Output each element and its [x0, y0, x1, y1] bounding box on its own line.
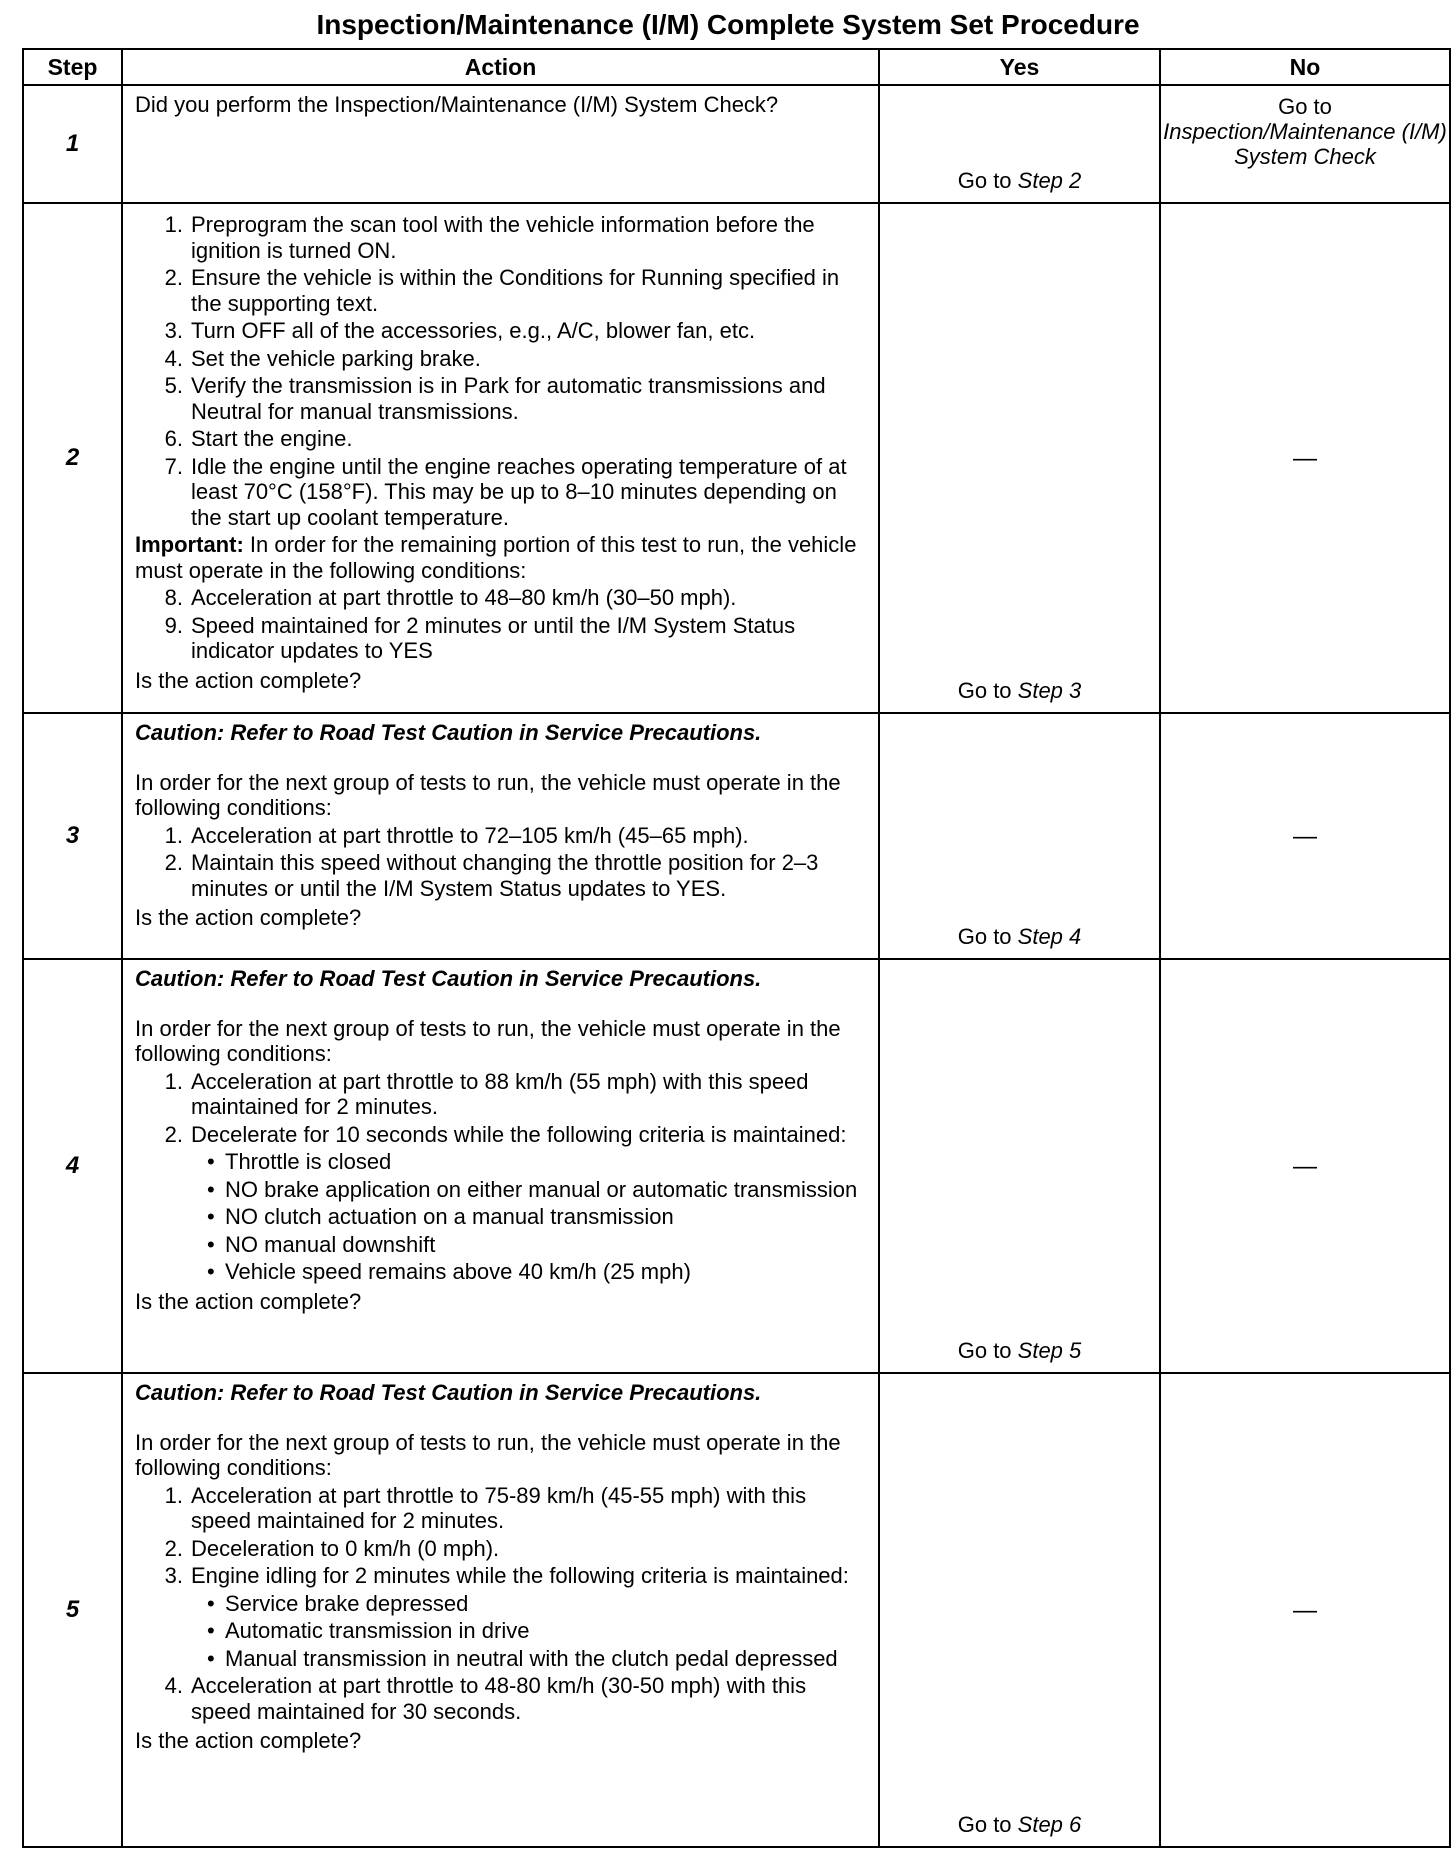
- list-item: 2. Ensure the vehicle is within the Conditions for Running specified in the supporting text.: [164, 265, 840, 316]
- action-cell: [122, 713, 879, 959]
- yes-cell: [879, 203, 1160, 713]
- yes-prefix: Go to: [957, 924, 1018, 949]
- yes-cell: [879, 713, 1160, 959]
- action-question: Is the action complete?: [135, 1288, 362, 1314]
- step-number: 3: [23, 713, 122, 959]
- action-question: Did you perform the Inspection/Maintenance (I/M) System Check?: [135, 92, 779, 117]
- action-cell: [122, 959, 879, 1373]
- yes-step-link[interactable]: Step 5: [1017, 1338, 1082, 1363]
- action-question: Is the action complete?: [135, 667, 362, 693]
- no-prefix: Go to: [1278, 94, 1332, 119]
- intro-text: In order for the next group of tests to run, the vehicle must operate in the following conditions:: [135, 1015, 841, 1066]
- no-link[interactable]: Inspection/Maintenance (I/M) System Check: [1163, 119, 1447, 169]
- action-list: [135, 212, 870, 530]
- header-no: No: [1160, 49, 1450, 85]
- header-action: Action: [122, 49, 879, 85]
- yes-cell: [879, 1373, 1160, 1847]
- intro-text: In order for the next group of tests to run, the vehicle must operate in the following conditions:: [135, 769, 841, 820]
- header-step: Step: [23, 49, 122, 85]
- list-item: 1. Acceleration at part throttle to 72–105 km/h (45–65 mph).: [164, 822, 749, 848]
- no-dash: —: [1293, 444, 1317, 472]
- bullet-item: • Throttle is closed: [191, 1149, 870, 1175]
- list-item: 1. Preprogram the scan tool with the vehicle information before the ignition is turned ON.: [164, 212, 815, 263]
- table-row-step-1: [23, 85, 1450, 203]
- caution-note: Caution: Refer to Road Test Caution in Service Precautions.: [135, 966, 762, 991]
- yes-step-link[interactable]: Step 3: [1017, 678, 1082, 703]
- action-question: Is the action complete?: [135, 1728, 362, 1753]
- action-cell: [122, 1373, 879, 1847]
- no-cell: [1160, 1373, 1450, 1847]
- table-header-row: [23, 49, 1450, 85]
- no-dash: —: [1293, 822, 1317, 850]
- criteria-list: [191, 1591, 870, 1672]
- no-cell: [1160, 959, 1450, 1373]
- action-list: [135, 1483, 870, 1725]
- table-row-step-4: [23, 959, 1450, 1373]
- yes-prefix: Go to: [957, 1812, 1018, 1837]
- table-row-step-5: [23, 1373, 1450, 1847]
- action-cell: [122, 203, 879, 713]
- criteria-list: [191, 1149, 870, 1285]
- yes-step-link[interactable]: Step 4: [1017, 924, 1082, 949]
- list-item: 2. Decelerate for 10 seconds while the following criteria is maintained: • Throttle is closed • NO brake application on either manual or automatic transmission • NO clutch actuation on a manual transmission • NO manual downshift • Vehicle speed remains above 40 km/h (25 mph): [135, 1122, 870, 1285]
- yes-step-link[interactable]: Step 6: [1017, 1812, 1082, 1837]
- yes-prefix: Go to: [957, 678, 1018, 703]
- list-item: 5. Verify the transmission is in Park for automatic transmissions and Neutral for manual transmissions.: [164, 373, 826, 424]
- table-row-step-3: [23, 713, 1450, 959]
- step-number: 5: [23, 1373, 122, 1847]
- no-cell: [1160, 713, 1450, 959]
- bullet-item: • NO clutch actuation on a manual transmission: [191, 1204, 870, 1230]
- intro-text: In order for the next group of tests to run, the vehicle must operate in the following conditions:: [135, 1429, 841, 1480]
- no-dash: —: [1293, 1152, 1317, 1180]
- list-item: 2. Deceleration to 0 km/h (0 mph).: [164, 1535, 500, 1561]
- bullet-item: • Service brake depressed: [191, 1591, 870, 1617]
- yes-step-link[interactable]: Step 2: [1017, 168, 1082, 193]
- page-title: Inspection/Maintenance (I/M) Complete System Set Procedure: [316, 9, 1140, 40]
- action-cell: [122, 85, 879, 203]
- caution-note: Caution: Refer to Road Test Caution in Service Precautions.: [135, 1380, 762, 1405]
- list-item: 4. Acceleration at part throttle to 48-80 km/h (30-50 mph) with this speed maintained for 30 seconds.: [164, 1673, 807, 1724]
- list-item: 4. Set the vehicle parking brake.: [164, 345, 481, 371]
- important-note: [135, 532, 870, 583]
- list-item: 3. Engine idling for 2 minutes while the following criteria is maintained: • Service brake depressed • Automatic transmission in drive • Manual transmission in neutral with the clutch pedal depressed: [135, 1563, 870, 1671]
- yes-prefix: Go to: [957, 168, 1018, 193]
- yes-prefix: Go to: [957, 1338, 1018, 1363]
- table-row-step-2: [23, 203, 1450, 713]
- action-list: [135, 1069, 870, 1285]
- action-list: [135, 585, 870, 664]
- action-list: [135, 823, 870, 902]
- action-question: Is the action complete?: [135, 905, 362, 930]
- list-item: 1. Acceleration at part throttle to 88 km/h (55 mph) with this speed maintained for 2 minutes.: [164, 1068, 809, 1119]
- step-number: 2: [23, 203, 122, 713]
- list-item: 2. Maintain this speed without changing the throttle position for 2–3 minutes or until the I/M System Status updates to YES.: [164, 850, 819, 901]
- header-yes: Yes: [879, 49, 1160, 85]
- step-number: 1: [23, 85, 122, 203]
- list-item: 6. Start the engine.: [164, 426, 353, 451]
- list-item: 7. Idle the engine until the engine reaches operating temperature of at least 70°C (158°F). This may be up to 8–10 minutes depending on the start up coolant temperature.: [164, 453, 847, 530]
- yes-cell: [879, 959, 1160, 1373]
- bullet-item: • Automatic transmission in drive: [191, 1618, 870, 1644]
- important-text: In order for the remaining portion of this test to run, the vehicle must operate in the following conditions:: [135, 532, 857, 583]
- bullet-item: • Manual transmission in neutral with the clutch pedal depressed: [191, 1646, 870, 1672]
- procedure-table: [22, 48, 1451, 1848]
- no-cell: [1160, 85, 1450, 203]
- list-item: 8. Acceleration at part throttle to 48–80 km/h (30–50 mph).: [164, 585, 737, 610]
- bullet-item: • NO brake application on either manual or automatic transmission: [191, 1177, 870, 1203]
- no-dash: —: [1293, 1596, 1317, 1624]
- bullet-item: • Vehicle speed remains above 40 km/h (25 mph): [191, 1259, 870, 1285]
- important-label: Important:: [135, 532, 244, 557]
- list-item: 1. Acceleration at part throttle to 75-89 km/h (45-55 mph) with this speed maintained for 2 minutes.: [164, 1482, 807, 1533]
- list-item: 9. Speed maintained for 2 minutes or until the I/M System Status indicator updates to YES: [164, 612, 796, 663]
- no-cell: [1160, 203, 1450, 713]
- caution-note: Caution: Refer to Road Test Caution in Service Precautions.: [135, 720, 762, 745]
- list-item: 3. Turn OFF all of the accessories, e.g., A/C, blower fan, etc.: [164, 318, 756, 343]
- step-number: 4: [23, 959, 122, 1373]
- yes-cell: [879, 85, 1160, 203]
- bullet-item: • NO manual downshift: [191, 1232, 870, 1258]
